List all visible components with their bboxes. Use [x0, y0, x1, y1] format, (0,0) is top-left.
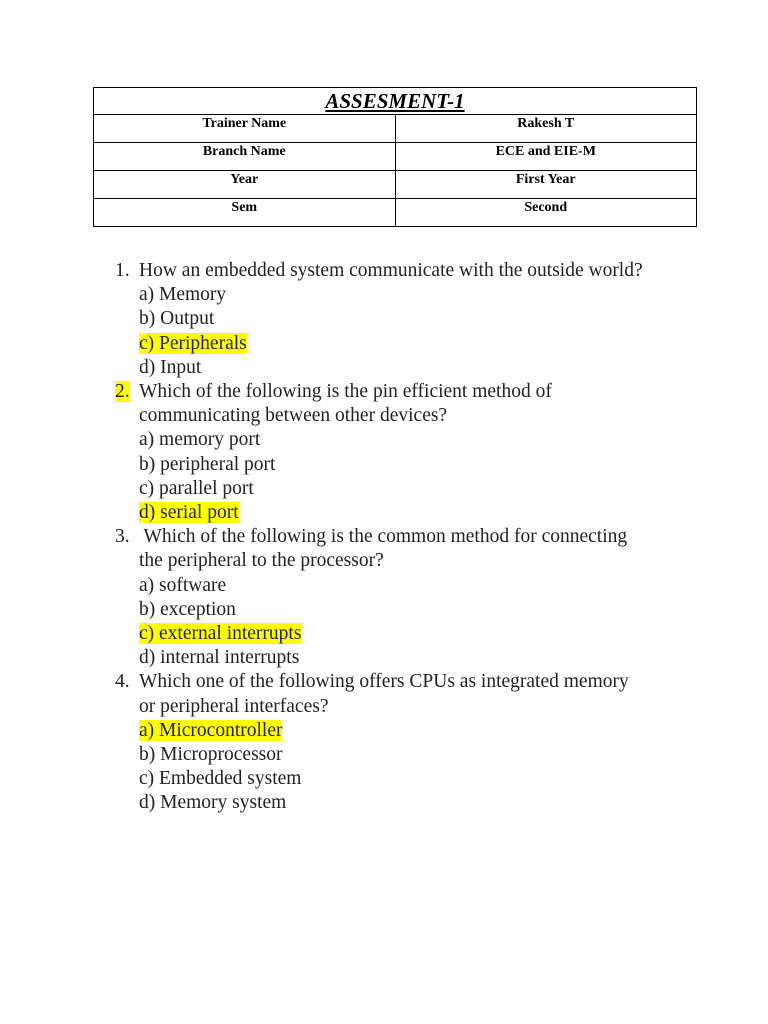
option-text: c) Embedded system: [139, 768, 302, 790]
option-d: [139, 646, 710, 670]
option-text: d) Input: [139, 356, 202, 378]
question-text-line-1: Which of the following is the common method for connecting: [139, 526, 628, 548]
option-text: d) internal interrupts: [139, 647, 300, 669]
row-value: ECE and EIE-M: [395, 143, 697, 171]
option-c: [139, 477, 710, 501]
table-row-trainer: [94, 115, 697, 143]
option-text: b) peripheral port: [139, 453, 276, 475]
option-text: a) software: [139, 574, 227, 596]
row-label: Year: [94, 171, 396, 199]
option-a: [139, 283, 710, 307]
row-value: Rakesh T: [395, 115, 697, 143]
question-4: [110, 670, 710, 815]
question-1: [110, 259, 710, 380]
option-b: [139, 307, 710, 331]
assessment-title: ASSESMENT-1: [94, 88, 697, 115]
row-value: First Year: [395, 171, 697, 199]
option-c-answer: [139, 622, 710, 646]
table-row-year: [94, 171, 697, 199]
highlighted-answer: a) Microcontroller: [139, 719, 283, 741]
question-number: [115, 259, 130, 283]
question-number: [115, 670, 130, 694]
option-text: c) parallel port: [139, 477, 254, 499]
option-c: [139, 767, 710, 791]
question-2: [110, 380, 710, 525]
question-text: How an embedded system communicate with the outside world?: [139, 260, 643, 281]
option-text: a) Memory: [139, 284, 227, 306]
option-d: [139, 356, 710, 380]
option-a: [139, 428, 710, 452]
question-number-text: 2.: [115, 381, 130, 403]
option-text: d) Memory system: [139, 792, 287, 814]
row-label: Branch Name: [94, 143, 396, 171]
row-label: Trainer Name: [94, 115, 396, 143]
question-text-line-1: Which of the following is the pin efficient method of: [139, 381, 552, 403]
question-list: [110, 259, 710, 816]
option-text: a) memory port: [139, 429, 261, 451]
assessment-info-table: [93, 87, 697, 227]
option-text: b) exception: [139, 598, 236, 620]
question-text-line-2: the peripheral to the processor?: [139, 550, 384, 572]
option-d-answer: [139, 501, 710, 525]
row-value: Second: [395, 199, 697, 227]
question-number-text: 4.: [115, 671, 130, 693]
option-c-answer: [139, 332, 710, 356]
question-text-line-1: Which one of the following offers CPUs as integrated memory: [139, 671, 629, 693]
question-text-line-2: or peripheral interfaces?: [139, 695, 329, 717]
option-d: [139, 791, 710, 815]
option-a: [139, 574, 710, 598]
question-number: [115, 525, 130, 549]
table-row-sem: [94, 199, 697, 227]
question-number-text: 1.: [115, 260, 130, 281]
option-text: b) Output: [139, 308, 215, 330]
row-label: Sem: [94, 199, 396, 227]
question-number-text: 3.: [115, 526, 130, 548]
question-number: [115, 380, 130, 404]
question-3: [110, 525, 710, 670]
question-text-line-2: communicating between other devices?: [139, 405, 448, 427]
option-text: b) Microprocessor: [139, 744, 283, 766]
table-row-branch: [94, 143, 697, 171]
highlighted-answer: d) serial port: [139, 502, 239, 524]
highlighted-answer: c) external interrupts: [139, 623, 302, 645]
option-b: [139, 743, 710, 767]
option-b: [139, 453, 710, 477]
option-b: [139, 598, 710, 622]
option-a-answer: [139, 719, 710, 743]
highlighted-answer: c) Peripherals: [139, 332, 247, 354]
